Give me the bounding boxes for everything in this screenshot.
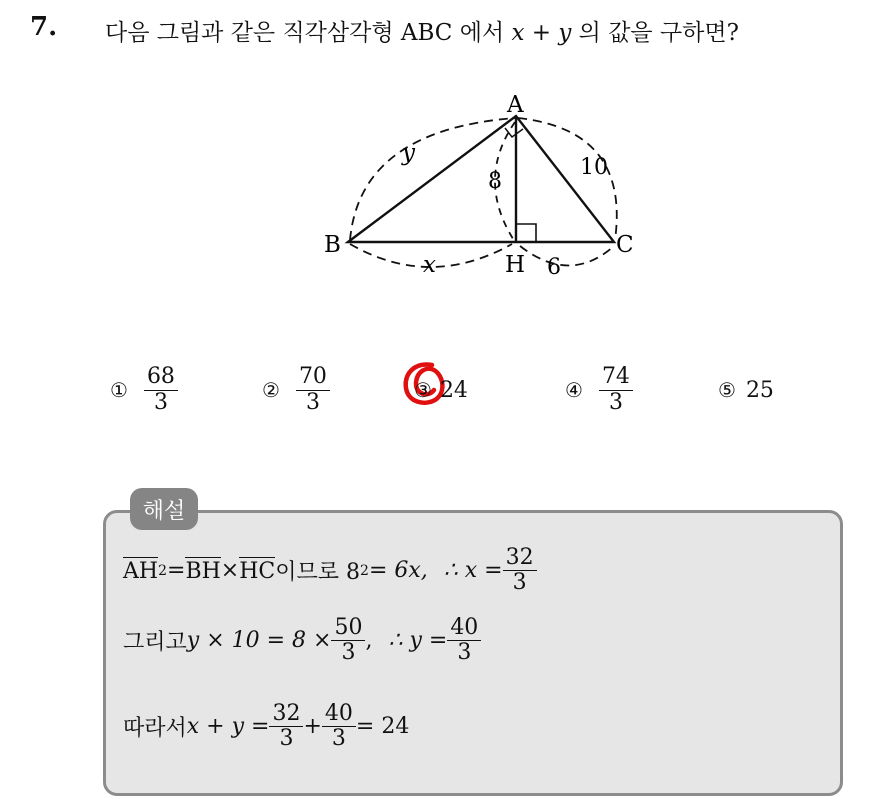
choice-2-marker: ②	[262, 378, 280, 402]
vertex-a-label: A	[507, 92, 524, 118]
vertex-b-label: B	[324, 232, 341, 258]
triangle-figure	[300, 80, 660, 290]
question-number: 7.	[30, 12, 58, 42]
choice-5[interactable]	[718, 358, 774, 422]
choice-4[interactable]	[565, 358, 633, 422]
choice-2[interactable]	[262, 358, 330, 422]
choice-1[interactable]	[110, 358, 178, 422]
choice-5-marker: ⑤	[718, 378, 736, 402]
triangle-abc	[348, 116, 614, 242]
choice-5-value: 25	[745, 377, 774, 403]
choice-1-fraction: $\frac{68}{3}$	[144, 365, 178, 414]
foot-h-label: H	[505, 252, 526, 278]
choice-3-marker: ③	[414, 378, 432, 402]
label-x: x	[423, 252, 436, 278]
solution-line-1: AH 2 = BH × HC 이므로 8 2 = 6x, ∴ x = $\frac{32}{3}$	[123, 546, 537, 595]
solution-tab: 해설	[130, 488, 198, 530]
label-y: y	[402, 140, 415, 166]
arc-6	[520, 246, 614, 266]
solution-line-2: 그리고 y × 10 = 8 × $\frac{50}{3}$ , ∴ y = $\frac{40}{3}$	[123, 616, 481, 665]
choice-4-fraction: $\frac{74}{3}$	[599, 365, 633, 414]
vertex-c-label: C	[616, 232, 634, 258]
choice-3[interactable]	[414, 358, 468, 422]
choice-2-fraction: $\frac{70}{3}$	[296, 365, 330, 414]
choice-1-marker: ①	[110, 378, 128, 402]
question-text: 다음 그림과 같은 직각삼각형 ABC 에서 x + y 의 값을 구하면?	[105, 20, 739, 46]
label-6: 6	[547, 255, 561, 280]
label-10: 10	[580, 155, 608, 180]
choice-3-value: 24	[439, 377, 468, 403]
right-angle-h	[516, 224, 536, 242]
solution-line-3: 따라서 x + y = $\frac{32}{3}$ + $\frac{40}{3}$ = 24	[123, 701, 410, 752]
label-8: 8	[488, 169, 502, 194]
choice-4-marker: ④	[565, 378, 583, 402]
